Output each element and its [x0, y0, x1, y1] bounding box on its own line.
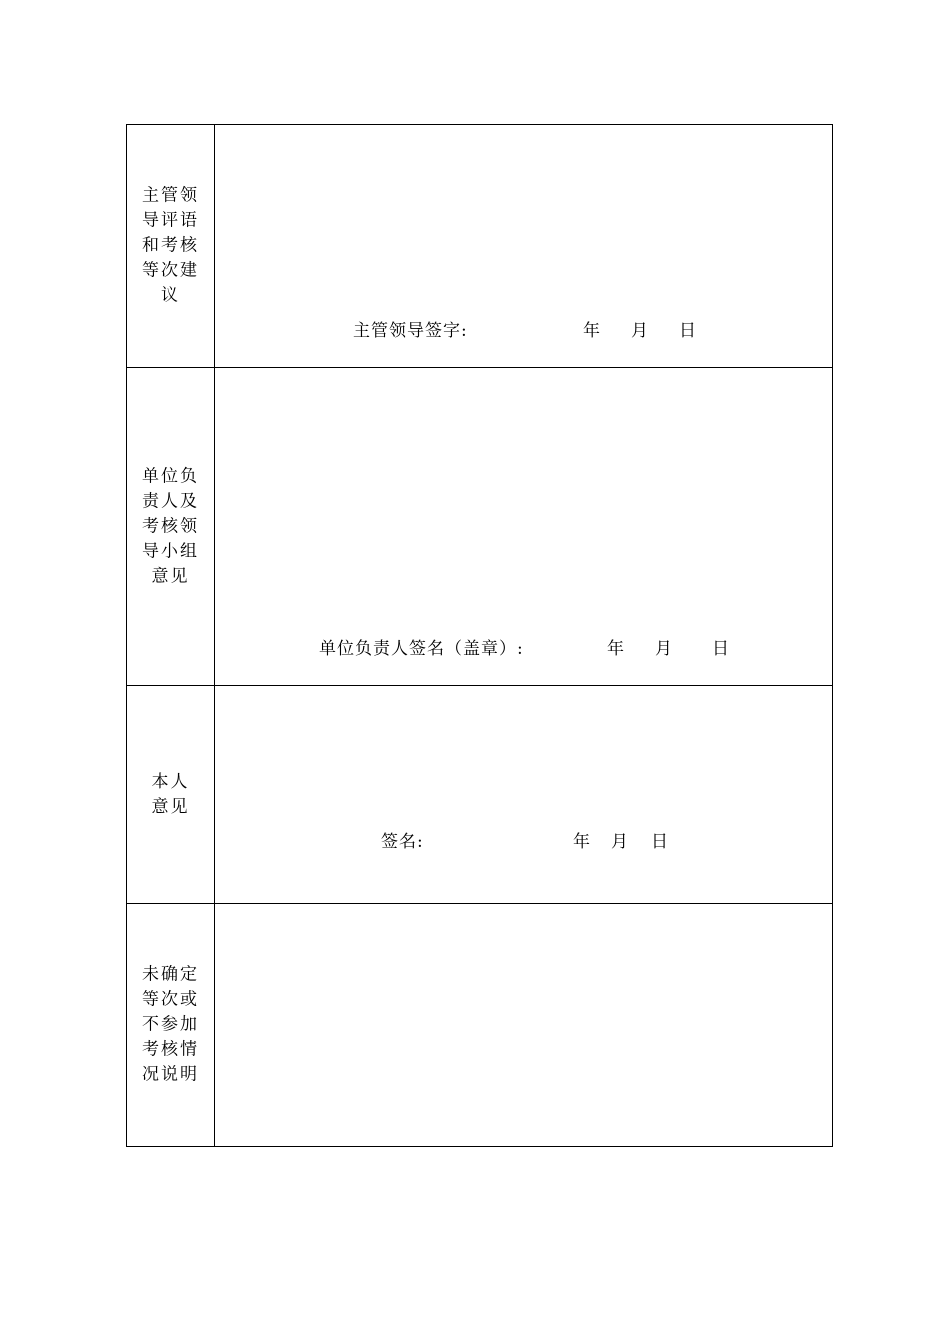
supervisor-signature-label: 主管领导签字: — [353, 321, 468, 341]
unit-opinion-field[interactable] — [215, 368, 833, 686]
supervisor-comment-field[interactable] — [215, 125, 833, 368]
form-row-unit-opinion — [127, 368, 833, 686]
form-row-supervisor-comment — [127, 125, 833, 368]
year-label: 年 — [583, 321, 600, 341]
row-label-cell — [127, 368, 215, 686]
row-label-cell — [127, 686, 215, 904]
month-label: 月 — [631, 321, 648, 341]
row-label: 主管领导评语和考核等次建议 — [142, 185, 199, 306]
year-label: 年 — [607, 639, 624, 659]
row-label: 本人意见 — [151, 771, 190, 817]
row-label-cell — [127, 904, 215, 1147]
appraisal-form-table — [126, 124, 833, 1147]
form-row-personal-opinion — [127, 686, 833, 904]
unassessed-explanation-field[interactable] — [215, 904, 833, 1147]
personal-opinion-field[interactable] — [215, 686, 833, 904]
personal-signature-label: 签名: — [381, 832, 424, 852]
row-label: 未确定等次或不参加考核情况说明 — [142, 964, 199, 1085]
form-row-unassessed-explanation — [127, 904, 833, 1147]
day-label: 日 — [679, 321, 696, 341]
day-label: 日 — [712, 639, 729, 659]
row-label: 单位负责人及考核领导小组意见 — [142, 466, 199, 586]
month-label: 月 — [655, 639, 672, 659]
day-label: 日 — [651, 832, 668, 852]
month-label: 月 — [611, 832, 628, 852]
row-label-cell — [127, 125, 215, 368]
unit-head-signature-label: 单位负责人签名（盖章）: — [319, 639, 524, 659]
year-label: 年 — [573, 832, 590, 852]
